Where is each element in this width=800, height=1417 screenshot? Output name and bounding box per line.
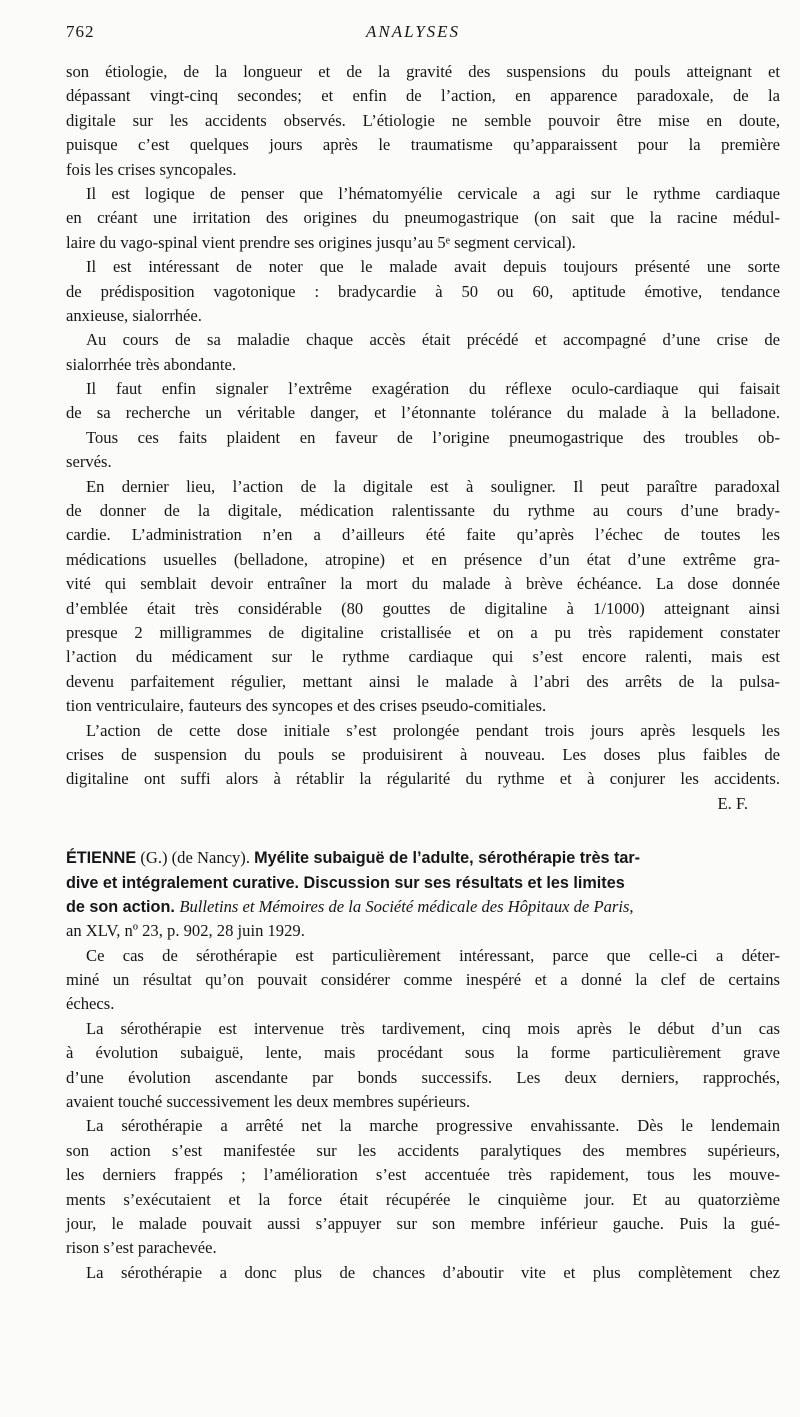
- journal-name: Bulletins et Mémoires de la Société médicale des Hôpitaux de Paris,: [179, 896, 634, 916]
- review-part-2: [66, 846, 780, 1285]
- citation-reference: an XLV, nº 23, p. 902, 28 juin 1929.: [66, 921, 305, 941]
- text-line: d’emblée était très considérable (80 gouttes de digitaline à 1/1000) atteignant ainsi: [66, 598, 780, 618]
- text-line: Ce cas de sérothérapie est particulièrement intéressant, parce que celle-ci a déter-: [86, 945, 780, 965]
- text-line: miné un résultat qu’on pouvait considérer comme inespéré et a donné la clef de certains: [66, 970, 780, 990]
- page-number: 762: [66, 22, 95, 41]
- text-line: Il faut enfin signaler l’extrême exagération du réflexe oculo-cardiaque qui faisait: [86, 379, 780, 399]
- article-title-part-1: Myélite subaiguë de l’adulte, sérothérapie très tar-: [254, 849, 641, 868]
- text-line: à évolution subaiguë, lente, mais procédant sous la forme particulièrement grave: [66, 1043, 780, 1063]
- text-line: avaient touché successivement les deux membres supérieurs.: [66, 1092, 471, 1112]
- text-line: Au cours de sa maladie chaque accès était précédé et accompagné d’une crise de: [86, 330, 780, 350]
- text-line: échecs.: [66, 994, 115, 1014]
- review-part-1: [66, 60, 780, 816]
- text-line: digitale sur les accidents observés. L’étiologie ne semble pouvoir être mise en doute,: [66, 110, 780, 130]
- text-line: vité qui semblait devoir entraîner la mort du malade à brève échéance. La dose donnée: [66, 574, 780, 594]
- text-line: La sérothérapie est intervenue très tardivement, cinq mois après le début d’un cas: [86, 1018, 780, 1038]
- text-line: tion ventriculaire, fauteurs des syncopes et des crises pseudo-comitiales.: [66, 696, 547, 716]
- text-line: servés.: [66, 452, 112, 472]
- text-line: presque 2 milligrammes de digitaline cristallisée et on a pu très rapidement constater: [66, 622, 780, 642]
- text-line: puisque c’est quelques jours après le traumatisme qu’apparaissent pour la première: [66, 135, 780, 155]
- text-line: sialorrhée très abondante.: [66, 354, 237, 374]
- text-line: ments s’exécutaient et la force était récupérée le cinquième jour. Et au quatorzième: [66, 1189, 780, 1209]
- entry-heading-line-2: [66, 871, 780, 895]
- text-line: L’action de cette dose initiale s’est prolongée pendant trois jours après lesquels les: [86, 720, 780, 740]
- page-body: [66, 60, 780, 1285]
- text-line: crises de suspension du pouls se produisirent à nouveau. Les doses plus faibles de: [66, 744, 780, 764]
- entry-heading-line-1: [66, 846, 780, 870]
- text-line: La sérothérapie a donc plus de chances d’aboutir vite et plus complètement chez: [86, 1262, 780, 1282]
- running-title: ANALYSES: [365, 22, 461, 41]
- text-line: l’action du médicament sur le rythme cardiaque qui s’est encore ralenti, mais est: [66, 647, 780, 667]
- text-line: Il est intéressant de noter que le malade avait depuis toujours présenté une sorte: [86, 257, 780, 277]
- text-line: son étiologie, de la longueur et de la gravité des suspensions du pouls atteignant et: [66, 62, 780, 81]
- entry-heading-line-3: [66, 895, 780, 919]
- text-line: son action s’est manifestée sur les accidents paralytiques des membres supérieurs,: [66, 1140, 780, 1160]
- author-name: ÉTIENNE: [66, 849, 137, 868]
- page-header: [66, 22, 760, 48]
- text-line: de donner de la digitale, médication ralentissante du rythme au cours d’une brady-: [66, 501, 780, 521]
- text-line: laire du vago-spinal vient prendre ses origines jusqu’au 5ᵉ segment cervical).: [66, 232, 576, 252]
- article-title-part-2: dive et intégralement curative. Discussion sur ses résultats et les limites: [66, 873, 625, 892]
- text-line: jour, le malade pouvait aussi s’appuyer sur son membre inférieur gauche. Puis la gué-: [66, 1213, 780, 1233]
- text-line: de sa recherche un véritable danger, et l’étonnante tolérance du malade à la belladone.: [66, 403, 780, 423]
- text-line: anxieuse, sialorrhée.: [66, 305, 202, 325]
- text-line: d’une évolution ascendante par bonds successifs. Les deux derniers, rapprochés,: [66, 1067, 780, 1087]
- text-line: médications usuelles (belladone, atropine) et en présence d’un état d’une extrême gra-: [66, 549, 780, 569]
- text-line: La sérothérapie a arrêté net la marche progressive envahissante. Dès le lendemain: [86, 1116, 780, 1136]
- text-line: cardie. L’administration n’en a d’ailleurs été faite qu’après l’échec de toutes les: [66, 525, 780, 545]
- text-line: rison s’est parachevée.: [66, 1238, 217, 1258]
- reviewer-signature: E. F.: [717, 793, 748, 813]
- text-line: fois les crises syncopales.: [66, 159, 237, 179]
- text-line: devenu parfaitement régulier, mettant ainsi le malade à l’abri des arrêts de la pulsa-: [66, 671, 780, 691]
- text-line: Il est logique de penser que l’hématomyélie cervicale a agi sur le rythme cardiaque: [86, 183, 780, 203]
- text-line: En dernier lieu, l’action de la digitale est à souligner. Il peut paraître paradoxal: [86, 476, 780, 496]
- text-line: digitaline ont suffi alors à rétablir la régularité du rythme et à conjurer les accidents.: [66, 769, 780, 789]
- text-line: Tous ces faits plaident en faveur de l’origine pneumogastrique des troubles ob-: [86, 427, 780, 447]
- text-line: de prédisposition vagotonique : bradycardie à 50 ou 60, aptitude émotive, tendance: [66, 281, 780, 301]
- text-line: dépassant vingt-cinq secondes; et enfin de l’action, en apparence paradoxale, de la: [66, 86, 780, 106]
- text-line: en créant une irritation des origines du pneumogastrique (on sait que la racine médul-: [66, 208, 780, 228]
- text-line: les derniers frappés ; l’amélioration s’est accentuée très rapidement, tous les mouve-: [66, 1165, 780, 1185]
- author-initial: (G.) (de Nancy).: [136, 848, 255, 868]
- article-title-part-3: de son action.: [66, 897, 180, 916]
- section-gap: [66, 816, 780, 846]
